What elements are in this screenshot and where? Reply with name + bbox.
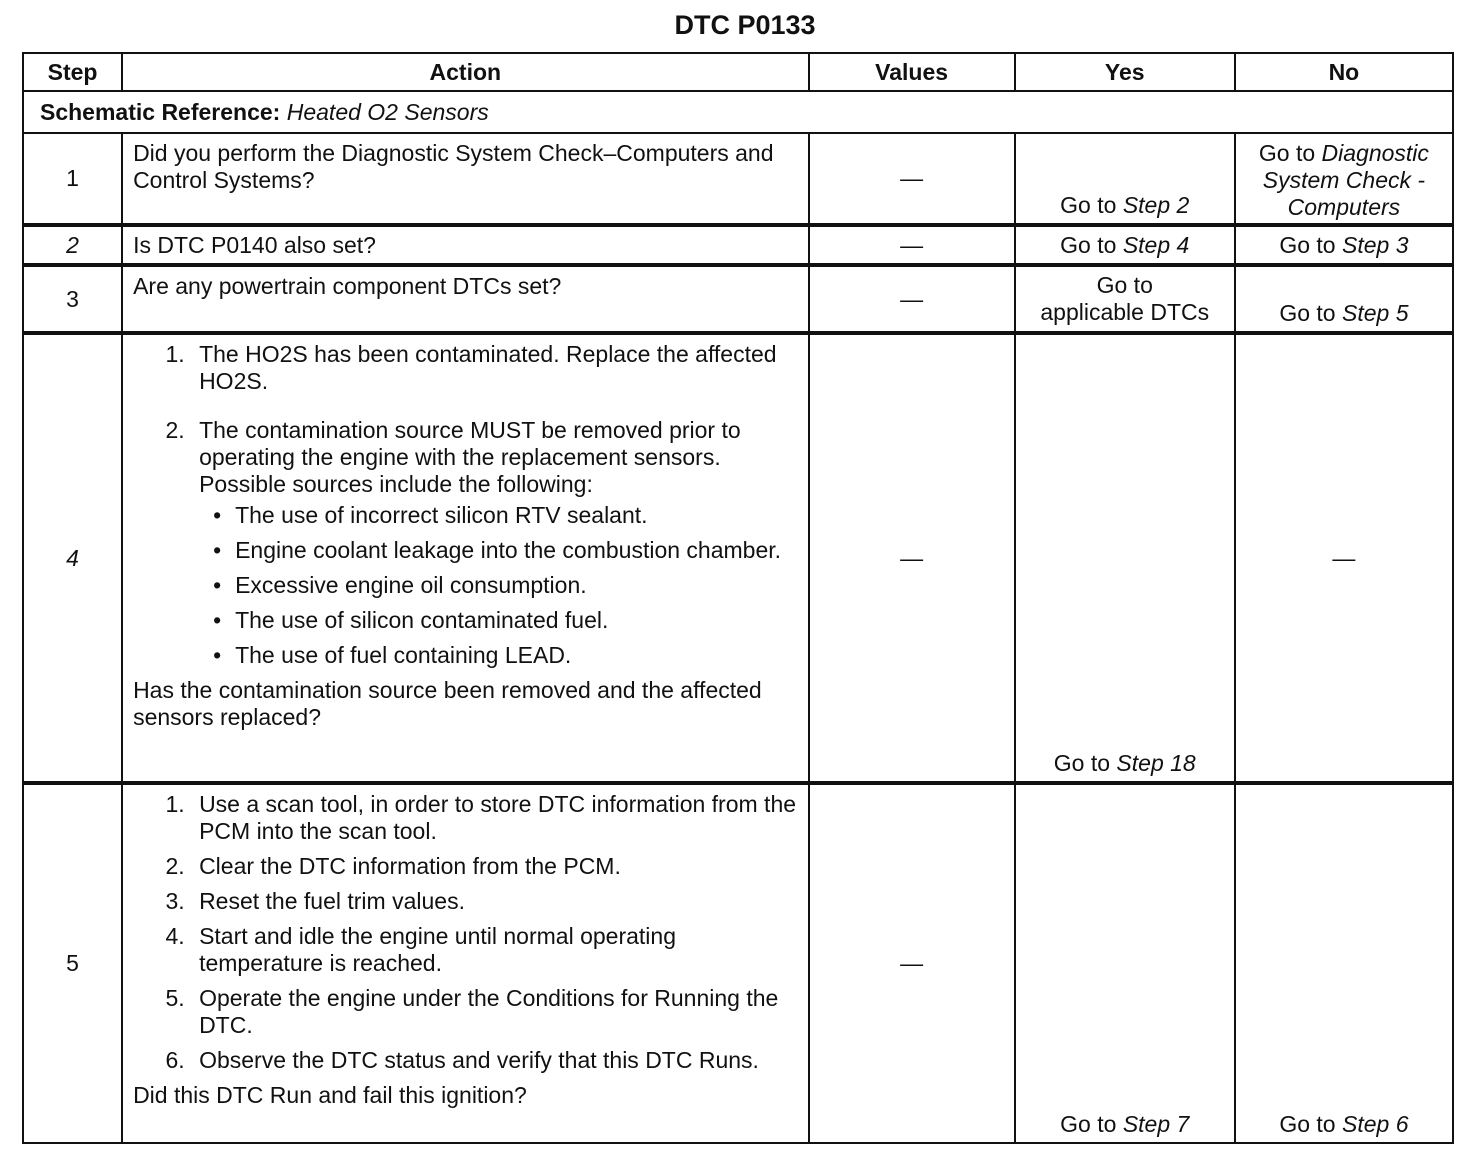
- table-row: [23, 225, 1453, 265]
- go-to-text: Go to: [1279, 1111, 1336, 1137]
- yes-step-link[interactable]: Step 2: [1122, 192, 1190, 218]
- header-action: Action: [122, 53, 808, 91]
- bullet-item: • Engine coolant leakage into the combustion chamber.: [235, 537, 797, 564]
- list-item: 3. Reset the fuel trim values.: [191, 888, 797, 915]
- list-item: 5. Operate the engine under the Conditions for Running the DTC.: [191, 985, 797, 1039]
- yes-cell[interactable]: [1015, 265, 1235, 333]
- values-cell: —: [809, 265, 1015, 333]
- yes-cell[interactable]: [1015, 133, 1235, 225]
- header-no: No: [1235, 53, 1453, 91]
- go-to-text: Go to: [1279, 300, 1336, 326]
- values-cell: —: [809, 133, 1015, 225]
- bullet-item: • The use of incorrect silicon RTV sealant.: [235, 502, 797, 529]
- table-row: [23, 783, 1453, 1143]
- action-text: Are any powertrain component DTCs set?: [122, 265, 808, 333]
- diagnostic-table: [22, 52, 1454, 1144]
- schematic-label: Schematic Reference:: [40, 98, 281, 125]
- no-cell[interactable]: [1235, 265, 1453, 333]
- step-number: 4: [23, 333, 122, 783]
- header-yes: Yes: [1015, 53, 1235, 91]
- yes-step-link[interactable]: Step 7: [1122, 1111, 1190, 1137]
- yes-cell[interactable]: [1015, 783, 1235, 1143]
- step-number: 5: [23, 783, 122, 1143]
- list-item: 1. The HO2S has been contaminated. Replace the affected HO2S.: [191, 341, 797, 395]
- yes-cell[interactable]: [1015, 333, 1235, 783]
- action-list: [133, 791, 797, 1074]
- bullet-list: [199, 502, 797, 669]
- bullet-item: • Excessive engine oil consumption.: [235, 572, 797, 599]
- values-cell: —: [809, 333, 1015, 783]
- action-text: Did you perform the Diagnostic System Check–Computers and Control Systems?: [122, 133, 808, 225]
- step-number: 3: [23, 265, 122, 333]
- header-values: Values: [809, 53, 1015, 91]
- no-cell[interactable]: [1235, 225, 1453, 265]
- no-step-link[interactable]: Step 3: [1341, 231, 1409, 258]
- question-text: Has the contamination source been removed and the affected sensors replaced?: [133, 677, 762, 730]
- list-item: 1. Use a scan tool, in order to store DTC information from the PCM into the scan tool.: [191, 791, 797, 845]
- header-row: [23, 53, 1453, 91]
- values-cell: —: [809, 225, 1015, 265]
- go-to-text: Go to: [1060, 231, 1117, 258]
- no-step-link[interactable]: Step 6: [1341, 1111, 1409, 1137]
- list-item: [191, 417, 797, 669]
- list-item: 4. Start and idle the engine until normal operating temperature is reached.: [191, 923, 797, 977]
- schematic-value: Heated O2 Sensors: [286, 98, 489, 125]
- no-cell[interactable]: [1235, 133, 1453, 225]
- bullet-item: • The use of silicon contaminated fuel.: [235, 607, 797, 634]
- step-number: 2: [23, 225, 122, 265]
- table-row: [23, 265, 1453, 333]
- question-text: Did this DTC Run and fail this ignition?: [133, 1082, 527, 1108]
- yes-line-2[interactable]: applicable DTCs: [1040, 299, 1210, 325]
- bullet-item: • The use of fuel containing LEAD.: [235, 642, 797, 669]
- action-list: [133, 341, 797, 669]
- page-title: DTC P0133: [674, 10, 816, 40]
- yes-cell[interactable]: [1015, 225, 1235, 265]
- step-number: 1: [23, 133, 122, 225]
- yes-step-link[interactable]: Step 18: [1116, 750, 1196, 776]
- values-cell: —: [809, 783, 1015, 1143]
- no-cell: —: [1235, 333, 1453, 783]
- go-to-text: Go to: [1258, 140, 1316, 166]
- schematic-reference: [23, 91, 1453, 133]
- table-row: [23, 333, 1453, 783]
- no-step-link[interactable]: Step 5: [1341, 300, 1409, 326]
- action-cell: [122, 333, 808, 783]
- no-cell[interactable]: [1235, 783, 1453, 1143]
- no-link[interactable]: Diagnostic System Check -: [1262, 140, 1429, 193]
- schematic-row: [23, 91, 1453, 133]
- action-cell: [122, 783, 808, 1143]
- action-text: Is DTC P0140 also set?: [122, 225, 808, 265]
- yes-step-link[interactable]: Step 4: [1122, 231, 1190, 258]
- go-to-text: Go to: [1060, 1111, 1117, 1137]
- go-to-text: Go to: [1053, 750, 1111, 776]
- no-link-2[interactable]: Computers: [1287, 194, 1401, 220]
- yes-line-1: Go to: [1096, 272, 1153, 298]
- list-spacer: [191, 403, 797, 417]
- go-to-text: Go to: [1279, 231, 1336, 258]
- list-item-text: The contamination source MUST be removed prior to operating the engine with the replacement sensors. Possible sources include the following:: [199, 417, 741, 497]
- go-to-text: Go to: [1060, 192, 1117, 218]
- list-item: 6. Observe the DTC status and verify that this DTC Runs.: [191, 1047, 797, 1074]
- list-item: 2. Clear the DTC information from the PCM.: [191, 853, 797, 880]
- table-row: [23, 133, 1453, 225]
- header-step: Step: [23, 53, 122, 91]
